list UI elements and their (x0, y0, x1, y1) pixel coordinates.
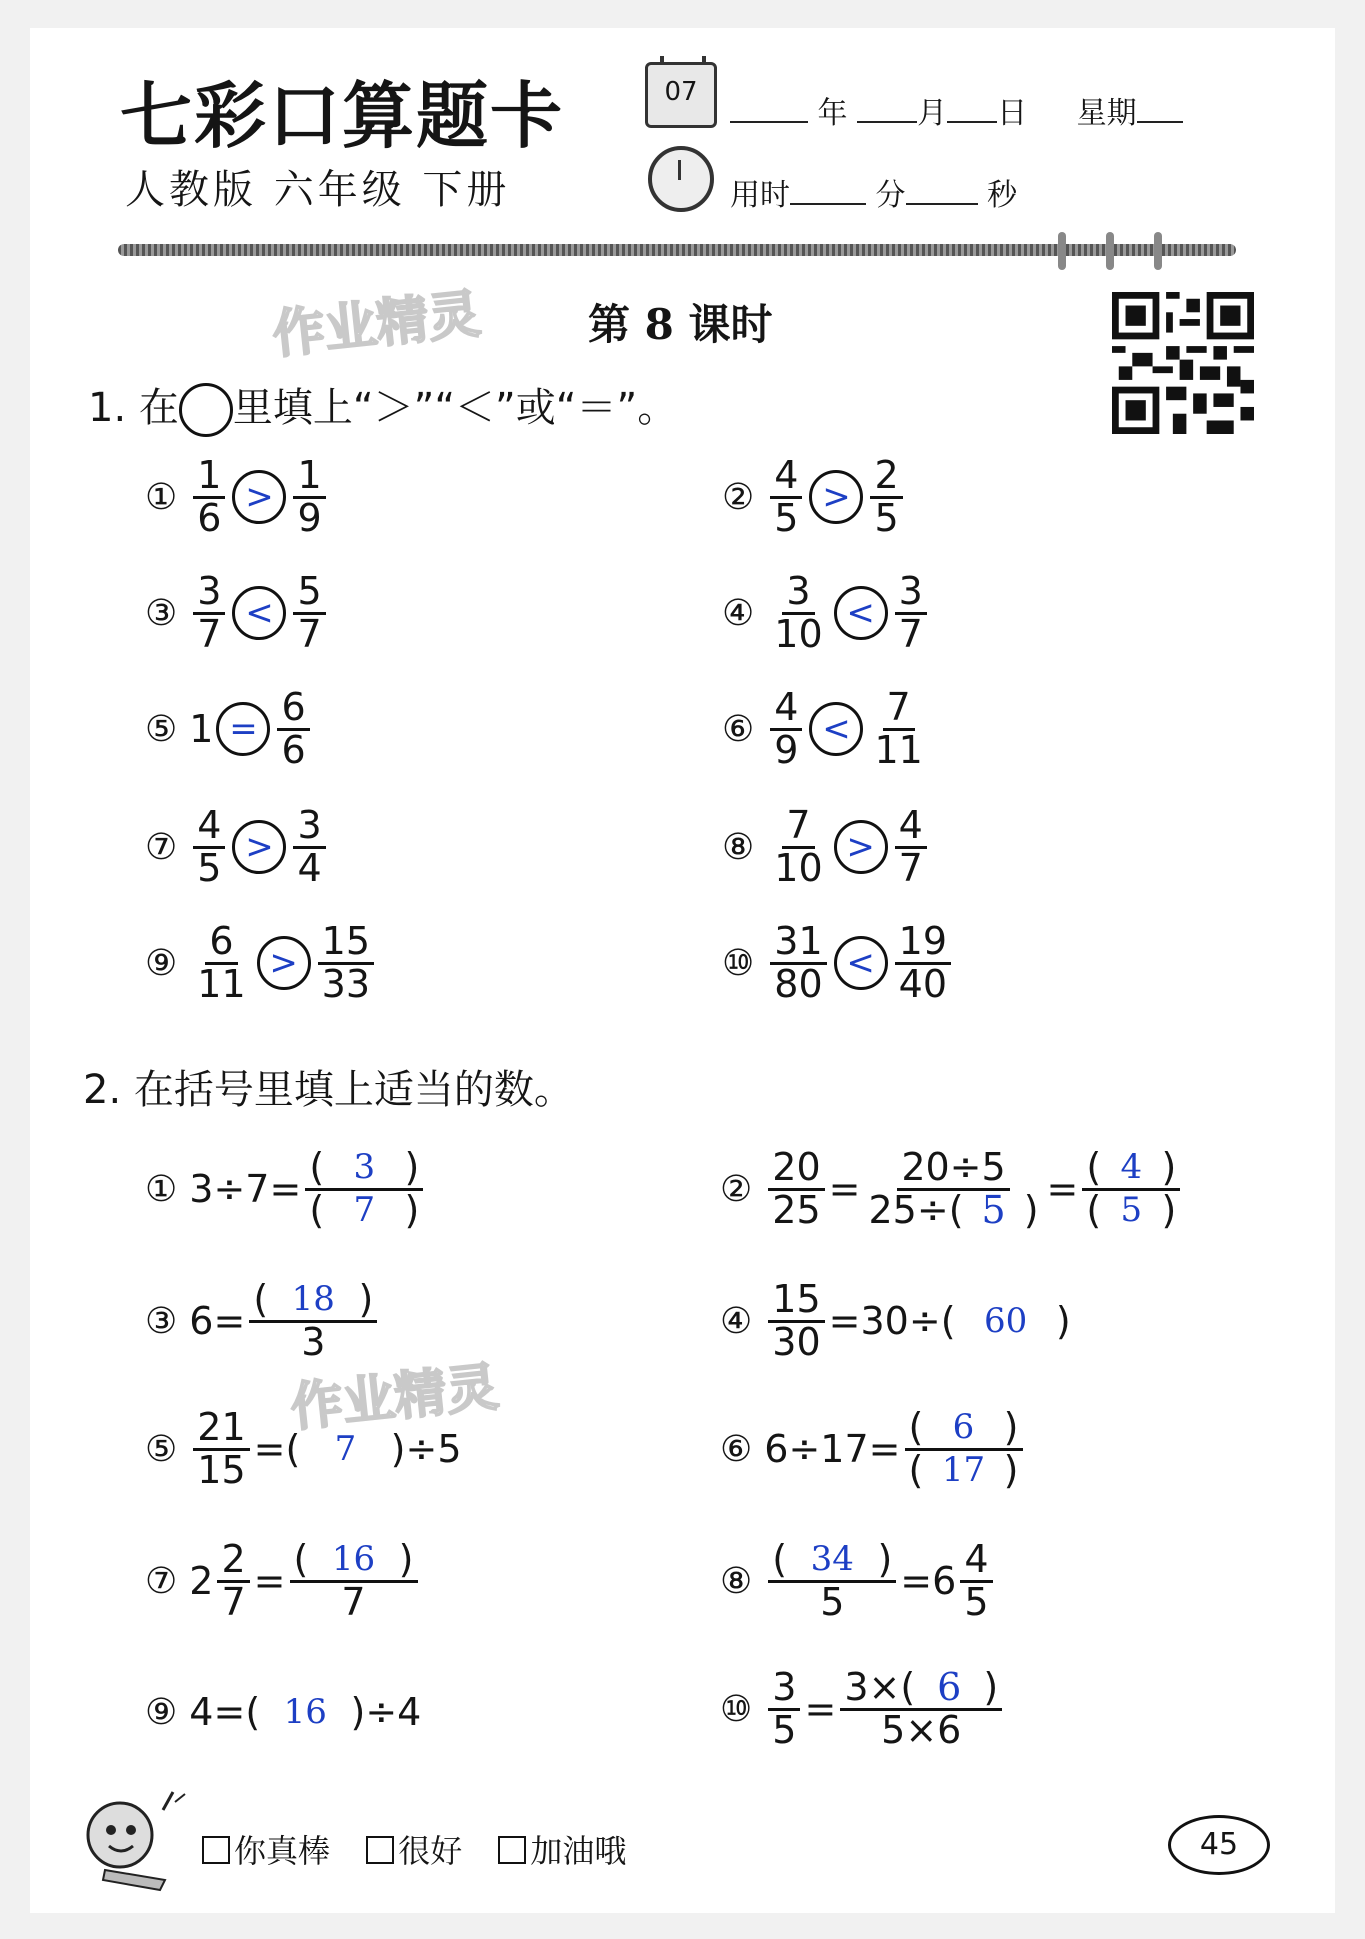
month-label: 月 (917, 96, 948, 131)
fill-item: ③ 6 = ( 18 ) 3 (145, 1280, 381, 1363)
blank-circle-icon (179, 383, 233, 437)
comparison-answer[interactable]: > (232, 470, 286, 524)
fraction: $\frac{3}{7}$ (895, 572, 927, 655)
second-label: 秒 (987, 178, 1018, 213)
weekday-blank[interactable] (1137, 93, 1183, 123)
fraction: $\frac{15}{33}$ (318, 922, 374, 1005)
comparison-answer[interactable]: = (216, 702, 270, 756)
item-number: ⑩ (722, 942, 755, 984)
answer-value[interactable]: 18 (291, 1279, 335, 1320)
divider-ornament (1154, 232, 1162, 270)
item-number: ⑧ (722, 826, 755, 868)
mascot-icon (75, 1780, 195, 1900)
answer-fraction: ( 18 ) 3 (249, 1280, 377, 1363)
fraction: $\frac{4}{9}$ (770, 688, 802, 771)
answer-value[interactable]: 7 (334, 1429, 357, 1470)
comparison-answer[interactable]: < (232, 586, 286, 640)
question-1-prompt (88, 376, 677, 437)
fraction: $\frac{3}{4}$ (293, 806, 325, 889)
page-number: 45 (1168, 1815, 1270, 1875)
compare-item (145, 569, 330, 656)
day-blank[interactable] (947, 93, 997, 123)
calendar-icon (645, 62, 717, 128)
self-rating (202, 1826, 626, 1872)
fraction: $\frac{7}{11}$ (874, 685, 923, 772)
edition-label: 人教版 六年级 下册 (125, 167, 511, 213)
calendar-label: 07 (664, 77, 698, 107)
comparison-answer[interactable]: > (257, 936, 311, 990)
answer-fraction: ( 3 ) ( 7 ) (305, 1148, 423, 1231)
answer-fraction: ( 4 ) ( 5 ) (1082, 1148, 1180, 1231)
fraction: $\frac{31}{80}$ (770, 922, 826, 1005)
compare-item (722, 569, 931, 656)
weekday-label: 星期 (1076, 96, 1137, 131)
fraction: $\frac{6}{11}$ (197, 919, 246, 1006)
watermark: 作业精灵 (270, 284, 484, 366)
fill-item: ② $\frac{20}{25}$ = $\frac{20\div 5}{25\div( 5 )}$ = ( 4 ) ( 5 ) (720, 1148, 1184, 1231)
lesson-title: 第 8 课时 (588, 300, 773, 349)
day-label: 日 (997, 96, 1028, 131)
divider-ornament (1106, 232, 1114, 270)
fill-item: ⑦ 2 $\frac{2}{7}$ = ( 16 ) 7 (145, 1540, 422, 1623)
question-1-number: 1. (88, 385, 127, 431)
fill-item: ④ $\frac{15}{30}$ = 30÷ ( 60 ) (720, 1277, 1071, 1364)
year-blank[interactable] (730, 93, 808, 123)
answer-value[interactable]: 16 (331, 1539, 376, 1580)
item-number: ⑥ (722, 708, 755, 750)
compare-item (145, 803, 330, 890)
answer-value[interactable]: 6 (952, 1407, 975, 1448)
item-number: ② (720, 1168, 753, 1210)
compare-item (145, 453, 330, 540)
fraction: $\frac{19}{40}$ (895, 922, 951, 1005)
item-number: ① (145, 476, 178, 518)
fill-item: ⑨ 4 = ( 16 ) ÷4 (145, 1690, 422, 1734)
fraction: $\frac{6}{6}$ (277, 688, 309, 771)
item-number: ③ (145, 592, 178, 634)
date-line (730, 88, 1183, 132)
fraction: $\frac{5}{7}$ (293, 572, 325, 655)
answer-value[interactable]: 17 (941, 1449, 986, 1490)
answer-value[interactable]: 60 (984, 1301, 1028, 1342)
item-number: ⑨ (145, 1691, 178, 1733)
month-blank[interactable] (857, 93, 917, 123)
question-2-prompt (83, 1058, 574, 1115)
fraction: $\frac{4}{5}$ (193, 806, 225, 889)
answer-value[interactable]: 3 (353, 1147, 376, 1188)
answer-value[interactable]: 5 (1120, 1189, 1143, 1230)
answer-fraction: ( 16 ) 7 (290, 1540, 418, 1623)
compare-item (145, 919, 378, 1006)
fraction: $\frac{1}{9}$ (293, 456, 325, 539)
item-number: ⑨ (145, 942, 178, 984)
compare-item (145, 685, 314, 772)
answer-value[interactable]: 34 (810, 1539, 854, 1580)
item-number: ① (145, 1168, 178, 1210)
fraction: $\frac{3}{7}$ (193, 572, 225, 655)
item-number: ④ (720, 1300, 753, 1342)
minute-blank[interactable] (790, 175, 866, 205)
fraction: $\frac{4}{5}$ (770, 456, 802, 539)
whole-number: 1 (189, 707, 214, 752)
answer-value[interactable]: 7 (353, 1189, 376, 1230)
question-1-text: 里填上“＞”“＜”或“＝”。 (232, 385, 678, 431)
clock-icon (648, 146, 714, 212)
fill-item: ① 3÷7 = ( 3 ) ( 7 ) (145, 1148, 427, 1231)
answer-fraction: ( 34 ) 5 (768, 1540, 896, 1623)
minute-label: 分 (875, 178, 906, 213)
answer-value[interactable]: 4 (1120, 1147, 1143, 1188)
fraction: $\frac{4}{7}$ (895, 806, 927, 889)
answer-value[interactable]: 6 (937, 1665, 962, 1709)
answer-fraction: ( 6 ) ( 17 ) (905, 1408, 1023, 1491)
fraction: $\frac{1}{6}$ (193, 456, 225, 539)
item-number: ④ (722, 592, 755, 634)
fraction: $\frac{3}{10}$ (774, 569, 823, 656)
comparison-answer[interactable]: < (834, 586, 888, 640)
answer-value[interactable]: 16 (283, 1692, 327, 1732)
item-number: ⑥ (720, 1428, 753, 1470)
qr-code[interactable] (1112, 292, 1254, 434)
item-number: ⑧ (720, 1560, 753, 1602)
compare-item (722, 453, 907, 540)
compare-item (722, 803, 931, 890)
question-2-text: 在括号里填上适当的数。 (133, 1067, 574, 1113)
comparison-answer[interactable]: < (834, 936, 888, 990)
year-label: 年 (817, 96, 848, 131)
brand-title: 七彩口算题卡 (120, 73, 565, 158)
fill-item: ⑥ 6÷17 = ( 6 ) ( 17 ) (720, 1408, 1027, 1491)
answer-value[interactable]: 5 (981, 1187, 1006, 1232)
item-number: ⑤ (145, 708, 178, 750)
item-number: ② (722, 476, 755, 518)
divider-ornament (1058, 232, 1066, 270)
time-line (730, 170, 1017, 214)
time-used-label: 用时 (730, 178, 790, 213)
fill-item: ⑤ $\frac{21}{15}$ = ( 7 ) ÷5 (145, 1405, 462, 1492)
fraction: $\frac{2}{5}$ (870, 456, 902, 539)
item-number: ⑦ (145, 1560, 178, 1602)
compare-item (722, 685, 931, 772)
checkbox-good[interactable]: 很好 (366, 1832, 462, 1870)
watermark: 作业精灵 (288, 1357, 502, 1439)
item-number: ⑤ (145, 1428, 178, 1470)
fill-item: ⑩ $\frac{3}{5}$ = $\frac{3\times( 6 )}{5\times 6}$ (720, 1668, 1006, 1751)
question-1-text: 在 (138, 385, 179, 431)
fraction: $\frac{7}{10}$ (774, 803, 823, 890)
second-blank[interactable] (906, 175, 978, 205)
checkbox-keep-going[interactable]: 加油哦 (498, 1832, 626, 1870)
comparison-answer[interactable]: < (809, 702, 863, 756)
checkbox-great[interactable]: 你真棒 (202, 1832, 330, 1870)
item-number: ③ (145, 1300, 178, 1342)
comparison-answer[interactable]: > (834, 820, 888, 874)
item-number: ⑦ (145, 826, 178, 868)
comparison-answer[interactable]: > (232, 820, 286, 874)
item-number: ⑩ (720, 1688, 753, 1730)
header-divider (118, 244, 1236, 256)
fill-item: ⑧ ( 34 ) 5 = 6 $\frac{4}{5}$ (720, 1540, 997, 1623)
question-2-number: 2. (83, 1067, 122, 1113)
compare-item (722, 919, 955, 1006)
comparison-answer[interactable]: > (809, 470, 863, 524)
